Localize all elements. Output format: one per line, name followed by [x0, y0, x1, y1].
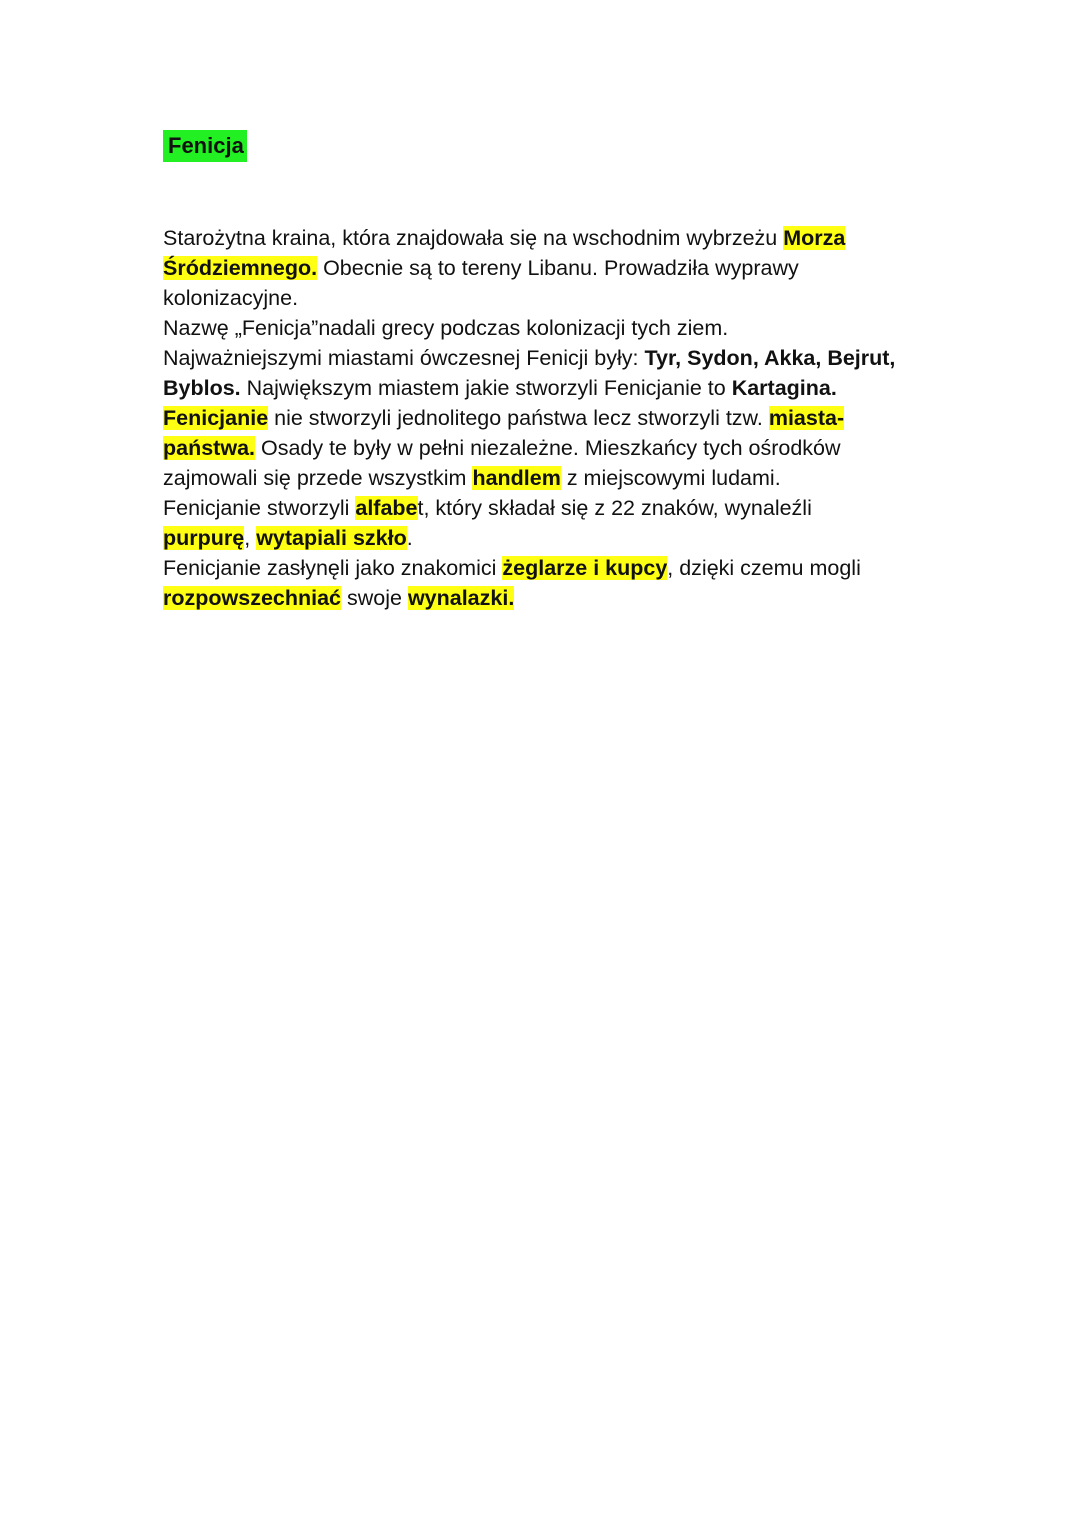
- text-line: [163, 343, 943, 373]
- text-segment: Obecnie są to tereny Libanu. Prowadziła wyprawy: [317, 256, 799, 280]
- bold-text: Byblos.: [163, 376, 241, 400]
- text-segment: .: [406, 526, 413, 550]
- text-segment: nie stworzyli jednolitego państwa lecz stworzyli tzw.: [268, 406, 769, 430]
- text-segment: swoje: [341, 586, 408, 610]
- text-line: [163, 433, 943, 463]
- highlighted-text: miasta-: [768, 406, 845, 430]
- text-segment: , dzięki czemu mogli: [667, 556, 861, 580]
- highlighted-text: purpurę: [163, 526, 245, 550]
- highlighted-text: wynalazki.: [407, 586, 515, 610]
- text-segment: Osady te były w pełni niezależne. Mieszkańcy tych ośrodków: [255, 436, 841, 460]
- text-segment: Największym miastem jakie stworzyli Fenicjanie to: [240, 376, 732, 400]
- bold-text: Tyr, Sydon, Akka, Bejrut,: [644, 346, 896, 370]
- text-line: [163, 223, 943, 253]
- text-segment: z miejscowymi ludami.: [560, 466, 781, 490]
- text-segment: Nazwę „Fenicja”nadali grecy podczas kolonizacji tych ziem.: [163, 316, 729, 340]
- text-segment: Fenicjanie zasłynęli jako znakomici: [163, 556, 503, 580]
- highlighted-text: żeglarze i kupcy: [502, 556, 668, 580]
- text-line: [163, 373, 943, 403]
- highlighted-text: Śródziemnego.: [163, 256, 318, 280]
- text-line: [163, 523, 943, 553]
- text-line: [163, 583, 943, 613]
- text-segment: ,: [244, 526, 257, 550]
- text-segment: Fenicjanie stworzyli: [163, 496, 356, 520]
- text-line: [163, 313, 943, 343]
- text-segment: Starożytna kraina, która znajdowała się na wschodnim wybrzeżu: [163, 226, 784, 250]
- document-body: [163, 223, 943, 613]
- highlighted-text: rozpowszechniać: [163, 586, 342, 610]
- text-line: [163, 463, 943, 493]
- highlighted-text: handlem: [472, 466, 561, 490]
- bold-text: Kartagina.: [731, 376, 837, 400]
- text-line: [163, 553, 943, 583]
- text-segment: Najważniejszymi miastami ówczesnej Fenicji były:: [163, 346, 645, 370]
- highlighted-text: Morza: [783, 226, 846, 250]
- document-title: Fenicja: [163, 130, 247, 162]
- highlighted-text: Fenicjanie: [163, 406, 269, 430]
- highlighted-text: wytapiali szkło: [256, 526, 407, 550]
- text-segment: kolonizacyjne.: [163, 286, 299, 310]
- text-segment: t, który składał się z 22 znaków, wynaleźli: [417, 496, 812, 520]
- text-line: [163, 403, 943, 433]
- text-segment: zajmowali się przede wszystkim: [163, 466, 473, 490]
- text-line: [163, 493, 943, 523]
- text-line: [163, 283, 943, 313]
- highlighted-text: państwa.: [163, 436, 255, 460]
- text-line: [163, 253, 943, 283]
- highlighted-text: alfabe: [355, 496, 418, 520]
